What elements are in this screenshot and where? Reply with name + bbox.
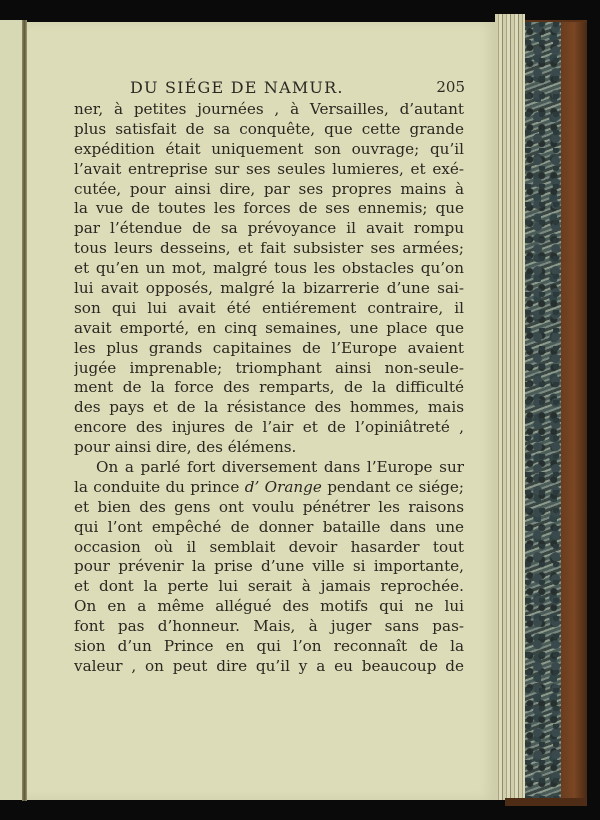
text-line: pour ainsi dire, des élémens. bbox=[74, 438, 297, 457]
text-line: et dont la perte lui serait à jamais reprochée. bbox=[74, 577, 464, 596]
running-title: DU SIÉGE DE NAMUR. bbox=[130, 78, 344, 97]
text-line: et bien des gens ont voulu pénétrer les raisons bbox=[74, 497, 464, 516]
text-line: lui avait opposés, malgré la bizarrerie d’une sai- bbox=[74, 279, 464, 298]
marbled-fore-edge bbox=[525, 22, 563, 800]
text-line: encore des injures de l’air et de l’opiniâtreté , bbox=[74, 418, 464, 437]
text-line: la vue de toutes les forces de ses ennemis; que bbox=[74, 199, 464, 218]
text-line: et qu’en un mot, malgré tous les obstacles qu’on bbox=[74, 259, 464, 278]
text-line: qui l’ont empêché de donner bataille dans une bbox=[74, 517, 464, 536]
text-line: On en a même allégué des motifs qui ne lui bbox=[74, 597, 464, 616]
text-line: occasion où il semblait devoir hasarder tout bbox=[74, 537, 464, 556]
text-line: expédition était uniquement son ouvrage; qu’il bbox=[74, 139, 464, 158]
cover-bottom-edge bbox=[505, 798, 587, 806]
text-segment: la conduite du prince bbox=[74, 477, 245, 496]
text-line-with-italic bbox=[74, 478, 464, 498]
left-page-edge bbox=[0, 20, 24, 800]
text-line: avait emporté, en cinq semaines, une place que bbox=[74, 318, 464, 337]
page-header bbox=[130, 78, 465, 100]
text-line: ner, à petites journées , à Versailles, d’autant bbox=[74, 100, 464, 118]
text-line: font pas d’honneur. Mais, à juger sans pas- bbox=[74, 617, 464, 636]
text-line: son qui lui avait été entiérement contraire, il bbox=[74, 298, 464, 317]
text-line: par l’étendue de sa prévoyance il avait rompu bbox=[74, 219, 464, 238]
text-line: cutée, pour ainsi dire, par ses propres mains à bbox=[74, 179, 464, 198]
text-line: valeur , on peut dire qu’il y a eu beaucoup de bbox=[74, 656, 464, 675]
body-text bbox=[74, 100, 464, 677]
text-line: ment de la force des remparts, de la difficulté bbox=[74, 378, 464, 397]
italic-name: d’ Orange bbox=[244, 477, 322, 496]
page-number: 205 bbox=[436, 78, 465, 96]
text-line: On a parlé fort diversement dans l’Europe sur bbox=[96, 458, 464, 477]
leather-cover bbox=[561, 22, 587, 804]
text-line: des pays et de la résistance des hommes, mais bbox=[74, 398, 464, 417]
text-line: les plus grands capitaines de l’Europe avaient bbox=[74, 338, 464, 357]
text-line: jugée imprenable; triomphant ainsi non-seule- bbox=[74, 358, 464, 377]
text-line: pour prévenir la prise d’une ville si importante, bbox=[74, 557, 464, 576]
text-segment: pendant ce siége; bbox=[321, 477, 464, 496]
text-line: l’avait entreprise sur ses seules lumieres, et exé- bbox=[74, 159, 464, 178]
text-line: sion d’un Prince en qui l’on reconnaît de la bbox=[74, 637, 464, 656]
text-line: plus satisfait de sa conquête, que cette grande bbox=[74, 119, 464, 138]
page-stack-edges bbox=[495, 14, 525, 800]
text-line: tous leurs desseins, et fait subsister ses armées; bbox=[74, 239, 464, 258]
